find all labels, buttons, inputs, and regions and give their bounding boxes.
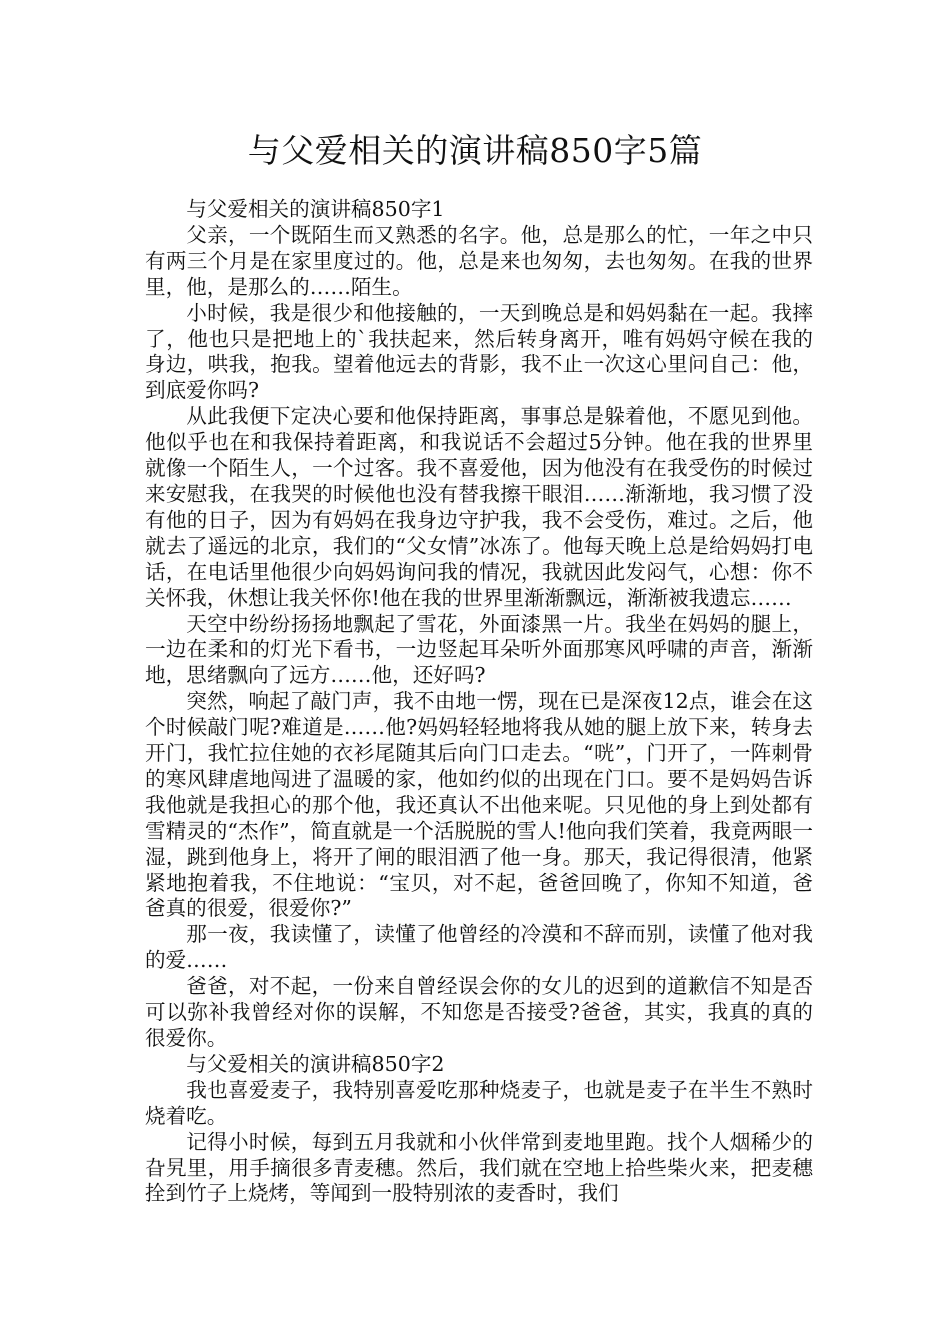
section-heading-2: 与父爱相关的演讲稿850字2	[186, 1051, 445, 1076]
paragraph: 记得小时候，每到五月我就和小伙伴常到麦地里跑。找个人烟稀少的旮旯里，用手摘很多青麦穗。然后，我们就在空地上拾些柴火来，把麦穗拴到竹子上烧烤，等闻到一股特别浓的麦香时，我们	[145, 1129, 813, 1206]
paragraph: 我也喜爱麦子，我特别喜爱吃那种烧麦子，也就是麦子在半生不熟时烧着吃。	[145, 1077, 813, 1128]
paragraph: 那一夜，我读懂了，读懂了他曾经的冷漠和不辞而别，读懂了他对我的爱……	[145, 922, 813, 973]
paragraph: 从此我便下定决心要和他保持距离，事事总是躲着他，不愿见到他。他似乎也在和我保持着距离，和我说话不会超过5分钟。他在我的世界里就像一个陌生人，一个过客。我不喜爱他，因为他没有在我受伤的时候过来安慰我，在我哭的时候他也没有替我擦干眼泪……渐渐地，我习惯了没有他的日子，因为有妈妈在我身边守护我，我不会受伤，难过。之后，他就去了遥远的北京，我们的“父女情”冰冻了。他每天晚上总是给妈妈打电话，在电话里他很少向妈妈询问我的情况，我就因此发闷气，心想：你不关怀我，休想让我关怀你!他在我的世界里渐渐飘远，渐渐被我遗忘……	[145, 404, 813, 610]
paragraph: 突然，响起了敲门声，我不由地一愣，现在已是深夜12点，谁会在这个时候敲门呢?难道是……他?妈妈轻轻地将我从她的腿上放下来，转身去开门，我忙拉住她的衣衫尾随其后向门口走去。“咣”，门开了，一阵刺骨的寒风肆虐地闯进了温暖的家，他如约似的出现在门口。要不是妈妈告诉我他就是我担心的那个他，我还真认不出他来呢。只见他的身上到处都有雪精灵的“杰作”，简直就是一个活脱脱的雪人!他向我们笑着，我竟两眼一湿，跳到他身上，将开了闸的眼泪洒了他一身。那天，我记得很清，他紧紧地抱着我，不住地说：“宝贝，对不起，爸爸回晚了，你知不知道，爸爸真的很爱，很爱你?”	[145, 689, 813, 921]
section-heading-1: 与父爱相关的演讲稿850字1	[186, 197, 445, 221]
paragraph: 天空中纷纷扬扬地飘起了雪花，外面漆黑一片。我坐在妈妈的腿上，一边在柔和的灯光下看书，一边竖起耳朵听外面那寒风呼啸的声音，渐渐地，思绪飘向了远方……他，还好吗?	[145, 611, 813, 688]
document-title: 与父爱相关的演讲稿850字5篇	[247, 131, 703, 170]
paragraph: 小时候，我是很少和他接触的，一天到晚总是和妈妈黏在一起。我摔了，他也只是把地上的`我扶起来，然后转身离开，唯有妈妈守候在我的身边，哄我，抱我。望着他远去的背影，我不止一次这心里问自己：他，到底爱你吗?	[145, 300, 813, 403]
document-body	[145, 197, 813, 1207]
paragraph: 爸爸，对不起，一份来自曾经误会你的女儿的迟到的道歉信不知是否可以弥补我曾经对你的误解，不知您是否接受?爸爸，其实，我真的真的很爱你。	[145, 974, 813, 1050]
paragraph: 父亲，一个既陌生而又熟悉的名字。他，总是那么的忙，一年之中只有两三个月是在家里度过的。他，总是来也匆匆，去也匆匆。在我的世界里，他，是那么的……陌生。	[145, 222, 813, 299]
